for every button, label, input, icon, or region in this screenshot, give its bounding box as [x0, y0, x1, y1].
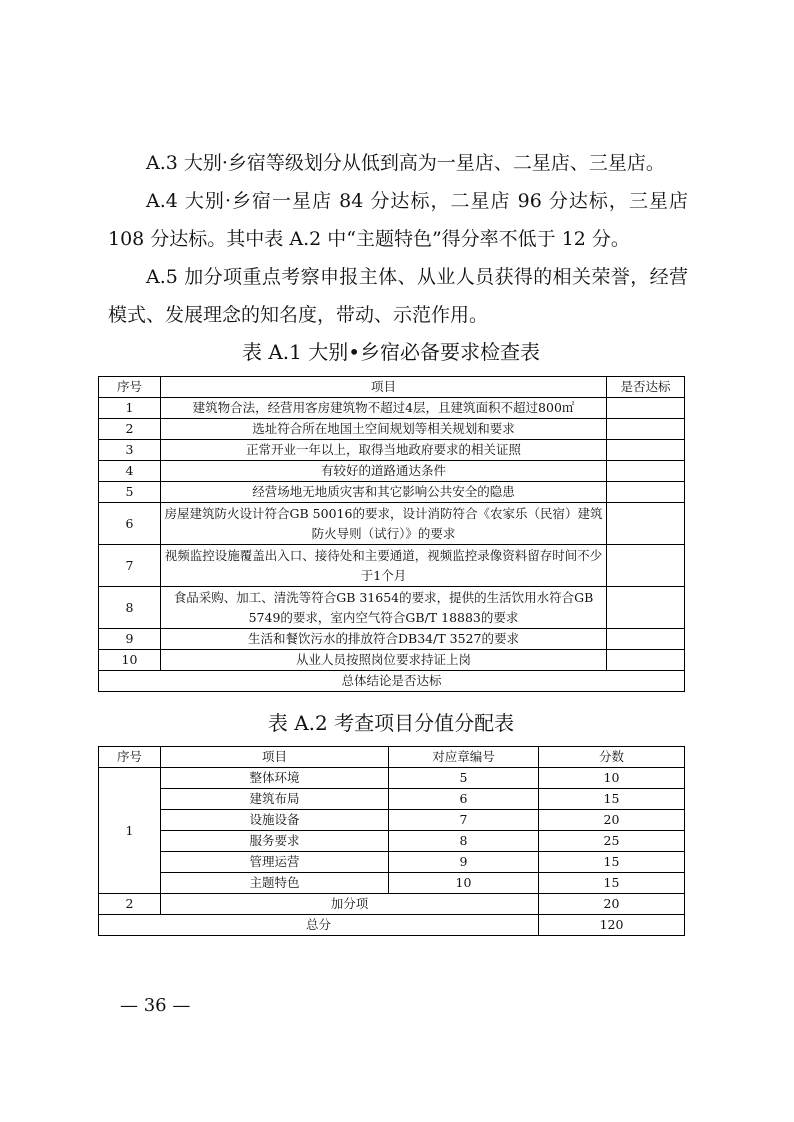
bonus-item: 加分项 — [161, 894, 539, 915]
table-row-bonus — [99, 894, 685, 915]
table-row — [99, 629, 685, 650]
row-item: 管理运营 — [161, 852, 389, 873]
row-no: 2 — [99, 419, 161, 440]
header-chapter: 对应章编号 — [389, 747, 539, 768]
table-row — [99, 545, 685, 587]
row-item: 主题特色 — [161, 873, 389, 894]
header-no: 序号 — [99, 377, 161, 398]
row-no: 4 — [99, 461, 161, 482]
row-no: 1 — [99, 398, 161, 419]
table-row — [99, 789, 685, 810]
row-no: 9 — [99, 629, 161, 650]
row-item: 设施设备 — [161, 810, 389, 831]
row-result — [607, 440, 685, 461]
row-item: 经营场地无地质灾害和其它影响公共安全的隐患 — [161, 482, 607, 503]
table1-caption: 表 A.1 大别•乡宿必备要求检查表 — [241, 340, 541, 364]
row-item: 有较好的道路通达条件 — [161, 461, 607, 482]
row-item: 食品采购、加工、清洗等符合GB 31654的要求，提供的生活饮用水符合GB 5749的要求，室内空气符合GB/T 18883的要求 — [161, 587, 607, 629]
table-row — [99, 768, 685, 789]
row-result — [607, 650, 685, 671]
row-item: 建筑布局 — [161, 789, 389, 810]
row-chapter: 7 — [389, 810, 539, 831]
table-row — [99, 419, 685, 440]
table-row — [99, 650, 685, 671]
row-chapter: 5 — [389, 768, 539, 789]
row-score: 15 — [539, 852, 685, 873]
table-row — [99, 810, 685, 831]
total-label: 总分 — [99, 915, 539, 936]
header-item: 项目 — [161, 377, 607, 398]
row-item: 房屋建筑防火设计符合GB 50016的要求，设计消防符合《农家乐（民宿）建筑防火导则（试行）》的要求 — [161, 503, 607, 545]
paragraph-a4: A.4 大别·乡宿一星店 84 分达标，二星店 96 分达标，三星店 108 分达标。其中表 A.2 中“主题特色”得分率不低于 12 分。 — [108, 190, 688, 250]
table-a2-scores — [98, 746, 685, 936]
row-score: 10 — [539, 768, 685, 789]
row-no: 10 — [99, 650, 161, 671]
table-header-row — [99, 377, 685, 398]
table-footer-row — [99, 671, 685, 692]
table-row — [99, 482, 685, 503]
row-no: 3 — [99, 440, 161, 461]
bonus-score: 20 — [539, 894, 685, 915]
table-row — [99, 852, 685, 873]
row-item: 视频监控设施覆盖出入口、接待处和主要通道，视频监控录像资料留存时间不少于1个月 — [161, 545, 607, 587]
table-row — [99, 873, 685, 894]
row-chapter: 10 — [389, 873, 539, 894]
header-no: 序号 — [99, 747, 161, 768]
row-result — [607, 398, 685, 419]
row-item: 正常开业一年以上，取得当地政府要求的相关证照 — [161, 440, 607, 461]
header-result: 是否达标 — [607, 377, 685, 398]
row-result — [607, 545, 685, 587]
row-score: 20 — [539, 810, 685, 831]
overall-conclusion: 总体结论是否达标 — [99, 671, 685, 692]
row-no: 8 — [99, 587, 161, 629]
row-item: 整体环境 — [161, 768, 389, 789]
table-row-total — [99, 915, 685, 936]
table-row — [99, 440, 685, 461]
row-result — [607, 503, 685, 545]
total-score: 120 — [539, 915, 685, 936]
row-chapter: 9 — [389, 852, 539, 873]
table-a1-requirements — [98, 376, 685, 692]
row-result — [607, 587, 685, 629]
row-score: 25 — [539, 831, 685, 852]
table-row — [99, 461, 685, 482]
row-item: 建筑物合法，经营用客房建筑物不超过4层，且建筑面积不超过800㎡ — [161, 398, 607, 419]
row-result — [607, 482, 685, 503]
bonus-no: 2 — [99, 894, 161, 915]
row-score: 15 — [539, 789, 685, 810]
table-row — [99, 587, 685, 629]
row-item: 生活和餐饮污水的排放符合DB34/T 3527的要求 — [161, 629, 607, 650]
table-row — [99, 398, 685, 419]
row-chapter: 6 — [389, 789, 539, 810]
row-item: 从业人员按照岗位要求持证上岗 — [161, 650, 607, 671]
row-item: 选址符合所在地国土空间规划等相关规划和要求 — [161, 419, 607, 440]
row-no: 5 — [99, 482, 161, 503]
table-row — [99, 503, 685, 545]
row-score: 15 — [539, 873, 685, 894]
group-no: 1 — [99, 768, 161, 894]
paragraph-a5: A.5 加分项重点考察申报主体、从业人员获得的相关荣誉，经营模式、发展理念的知名度，带动、示范作用。 — [108, 266, 688, 326]
row-result — [607, 419, 685, 440]
page-number: — 36 — — [120, 995, 191, 1016]
table-header-row — [99, 747, 685, 768]
header-score: 分数 — [539, 747, 685, 768]
row-item: 服务要求 — [161, 831, 389, 852]
row-result — [607, 629, 685, 650]
table2-caption: 表 A.2 考查项目分值分配表 — [267, 711, 515, 735]
row-chapter: 8 — [389, 831, 539, 852]
row-result — [607, 461, 685, 482]
row-no: 7 — [99, 545, 161, 587]
header-item: 项目 — [161, 747, 389, 768]
paragraph-a3: A.3 大别·乡宿等级划分从低到高为一星店、二星店、三星店。 — [146, 152, 665, 174]
row-no: 6 — [99, 503, 161, 545]
table-row — [99, 831, 685, 852]
